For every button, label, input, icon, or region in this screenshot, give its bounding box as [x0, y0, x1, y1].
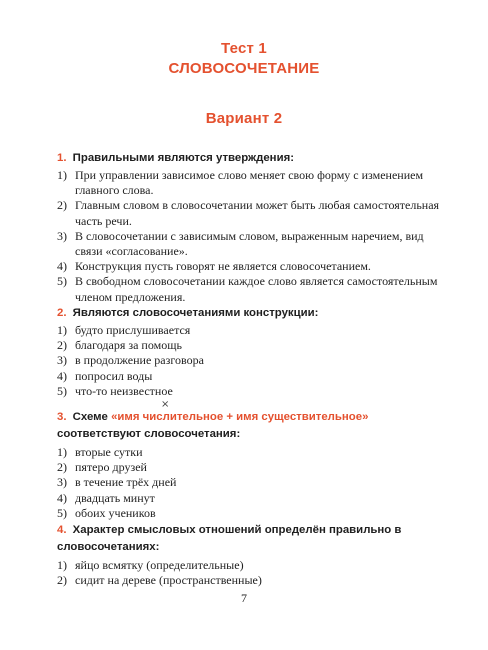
option-number: 1) [57, 323, 67, 337]
option-number: 2) [57, 573, 67, 588]
option-number: 5) [57, 274, 67, 289]
option-number: 1) [57, 168, 67, 182]
answer-option [57, 506, 442, 521]
option-text: Главным словом в словосочетании может быть любая самостоятельная часть речи. [75, 198, 440, 228]
variant-heading: Вариант 2 [205, 110, 283, 127]
answer-option [57, 259, 442, 274]
option-text: вторые сутки [75, 445, 143, 459]
question-scheme: «имя числительное + имя существительное» [111, 411, 369, 423]
option-text: будто прислушивается [75, 323, 191, 337]
question-2 [57, 305, 442, 322]
option-number: 1) [57, 445, 67, 459]
question-text-start: Схеме [72, 411, 108, 423]
option-text: При управлении зависимое слово меняет свою форму с изменением главного слова. [75, 168, 424, 198]
option-number: 3) [57, 475, 67, 490]
question-number: 2. [57, 307, 67, 319]
option-text: попросил воды [75, 368, 153, 383]
question-4-options [57, 558, 442, 588]
question-number: 1. [57, 152, 67, 164]
option-number: 5) [57, 383, 67, 398]
option-number: 1) [57, 558, 67, 572]
question-number: 4. [57, 524, 67, 536]
test-subtitle: СЛОВОСОЧЕТАНИЕ [168, 60, 320, 77]
page-number: 7 [241, 591, 247, 605]
answer-option [57, 369, 442, 384]
option-text: что-то неизвестное [75, 383, 173, 398]
option-text: сидит на дереве (пространственные) [75, 573, 262, 588]
answer-option [57, 338, 442, 353]
option-number: 4) [57, 368, 67, 383]
option-text: двадцать минут [75, 490, 155, 505]
option-text: пятеро друзей [75, 460, 147, 475]
question-4 [57, 522, 442, 556]
option-text: в течение трёх дней [75, 475, 177, 490]
question-text: Правильными являются утверждения: [72, 152, 295, 164]
option-number: 3) [57, 228, 67, 243]
question-text: Являются словосочетаниями конструкции: [72, 307, 319, 319]
option-number: 2) [57, 198, 67, 213]
option-text: в продолжение разговора [75, 353, 204, 368]
question-text: Характер смысловых отношений определён правильно в словосочетаниях: [57, 524, 402, 553]
option-number: 2) [57, 460, 67, 475]
answer-option [57, 460, 442, 475]
answer-option [57, 491, 442, 506]
answer-option [57, 274, 442, 304]
question-3 [57, 409, 442, 443]
answer-option [57, 384, 442, 399]
question-text-end: соответствуют словосочетания: [57, 428, 241, 440]
answer-option [57, 229, 442, 259]
option-number: 4) [57, 490, 67, 505]
cross-mark: × [161, 399, 170, 410]
option-number: 3) [57, 353, 67, 368]
test-title: Тест 1 [221, 40, 267, 57]
option-text: благодаря за помощь [75, 338, 182, 353]
option-text: яйцо всмятку (определительные) [75, 558, 244, 572]
question-3-options [57, 445, 442, 521]
option-number: 2) [57, 338, 67, 353]
option-text: обоих учеников [75, 505, 156, 520]
question-1-options [57, 168, 442, 305]
option-text: В словосочетании с зависимым словом, выраженным наречием, вид связи «согласование». [75, 228, 424, 259]
answer-option [57, 445, 442, 460]
answer-option [57, 558, 442, 573]
option-text: В свободном словосочетании каждое слово является самостоятельным членом предложения. [75, 274, 438, 304]
question-number: 3. [57, 411, 67, 423]
option-number: 5) [57, 505, 67, 520]
answer-option [57, 198, 442, 228]
answer-option [57, 323, 442, 338]
answer-option [57, 573, 442, 588]
question-2-options [57, 323, 442, 399]
question-1 [57, 150, 442, 167]
answer-option [57, 353, 442, 368]
answer-option [57, 168, 442, 198]
option-number: 4) [57, 259, 67, 274]
answer-option [57, 475, 442, 490]
option-text: Конструкция пусть говорят не является словосочетанием. [75, 259, 371, 274]
